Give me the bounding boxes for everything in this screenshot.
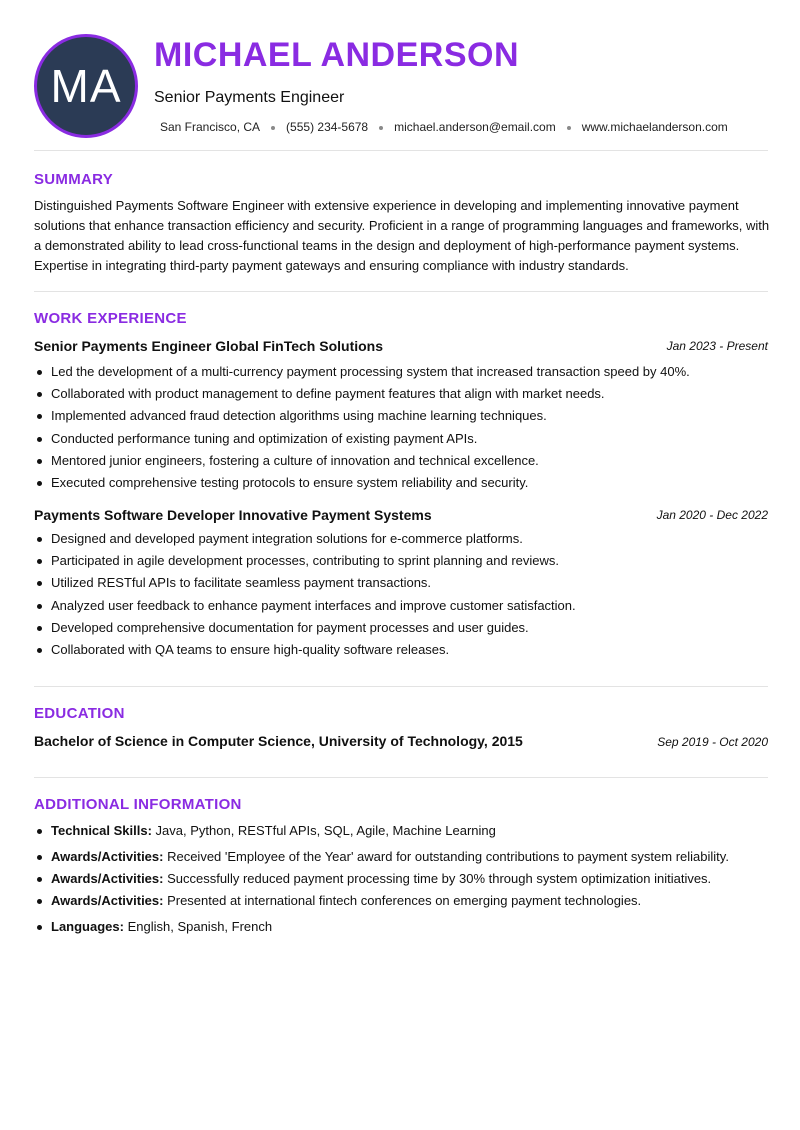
item-text: Presented at international fintech conferences on emerging payment technologies. [163, 893, 642, 908]
list-item: Participated in agile development processes, contributing to sprint planning and reviews. [51, 550, 771, 572]
list-item: Mentored junior engineers, fostering a culture of innovation and technical excellence. [51, 450, 771, 472]
list-item [51, 822, 496, 840]
contact-phone: (555) 234-5678 [286, 120, 369, 134]
section-title-education: EDUCATION [34, 705, 125, 722]
avatar [34, 34, 138, 138]
summary-text: Distinguished Payments Software Engineer with extensive experience in developing and implementing innovative payment solutions that enhance transaction efficiency and security. Proficient in a range of programming languages and frameworks, with a demonstrated ability to lead cross-functional teams in the design and deployment of high-performance payment systems. Expertise in integrating third-party payment gateways and ensuring compliance with industry standards. [34, 198, 770, 273]
list-item: Conducted performance tuning and optimization of existing payment APIs. [51, 428, 771, 450]
list-item: Utilized RESTful APIs to facilitate seamless payment transactions. [51, 572, 771, 594]
section-title-summary: SUMMARY [34, 171, 114, 188]
item-label: Technical Skills: [51, 823, 152, 838]
job-dates: Jan 2023 - Present [666, 339, 768, 353]
job-bullets [51, 361, 771, 494]
list-item: Collaborated with QA teams to ensure high-quality software releases. [51, 639, 771, 661]
education-degree: Bachelor of Science in Computer Science, University of Technology, 2015 [34, 733, 523, 749]
divider [34, 150, 768, 151]
item-text: Successfully reduced payment processing time by 30% through system optimization initiatives. [163, 871, 712, 886]
candidate-role: Senior Payments Engineer [154, 89, 345, 106]
item-label: Awards/Activities: [51, 893, 164, 908]
job-header [34, 338, 768, 356]
list-item: Collaborated with product management to define payment features that align with market needs. [51, 383, 771, 405]
list-item: Developed comprehensive documentation for payment processes and user guides. [51, 617, 771, 639]
divider [34, 777, 768, 778]
education-dates: Sep 2019 - Oct 2020 [657, 735, 768, 749]
job-header [34, 507, 768, 525]
contact-line [160, 120, 728, 134]
job-bullets [51, 528, 771, 661]
list-item [51, 848, 729, 866]
job-title: Senior Payments Engineer Global FinTech Solutions [34, 338, 384, 354]
list-item [51, 892, 641, 910]
list-item: Analyzed user feedback to enhance payment interfaces and improve customer satisfaction. [51, 595, 771, 617]
contact-email[interactable]: michael.anderson@email.com [394, 120, 556, 134]
avatar-initials: MA [50, 60, 122, 112]
list-item: Led the development of a multi-currency payment processing system that increased transaction speed by 40%. [51, 361, 771, 383]
item-label: Languages: [51, 919, 124, 934]
section-title-experience: WORK EXPERIENCE [34, 310, 187, 327]
list-item [51, 918, 272, 936]
contact-location: San Francisco, CA [160, 120, 261, 134]
candidate-name: MICHAEL ANDERSON [154, 36, 520, 74]
list-item: Implemented advanced fraud detection algorithms using machine learning techniques. [51, 405, 771, 427]
job-title: Payments Software Developer Innovative Payment Systems [34, 507, 432, 523]
list-item: Designed and developed payment integration solutions for e-commerce platforms. [51, 528, 771, 550]
item-text: Java, Python, RESTful APIs, SQL, Agile, Machine Learning [151, 823, 496, 838]
resume-header [34, 34, 768, 138]
item-label: Awards/Activities: [51, 871, 164, 886]
section-title-additional: ADDITIONAL INFORMATION [34, 796, 242, 813]
divider [34, 291, 768, 292]
list-item: Executed comprehensive testing protocols to ensure system reliability and security. [51, 472, 771, 494]
item-text: Received 'Employee of the Year' award for outstanding contributions to payment system reliability. [163, 849, 729, 864]
separator-dot-icon [271, 126, 275, 130]
job-dates: Jan 2020 - Dec 2022 [656, 508, 768, 522]
list-item [51, 870, 711, 888]
separator-dot-icon [567, 126, 571, 130]
education-entry [34, 733, 768, 751]
contact-website[interactable]: www.michaelanderson.com [581, 120, 728, 134]
separator-dot-icon [379, 126, 383, 130]
item-text: English, Spanish, French [123, 919, 273, 934]
divider [34, 686, 768, 687]
item-label: Awards/Activities: [51, 849, 164, 864]
